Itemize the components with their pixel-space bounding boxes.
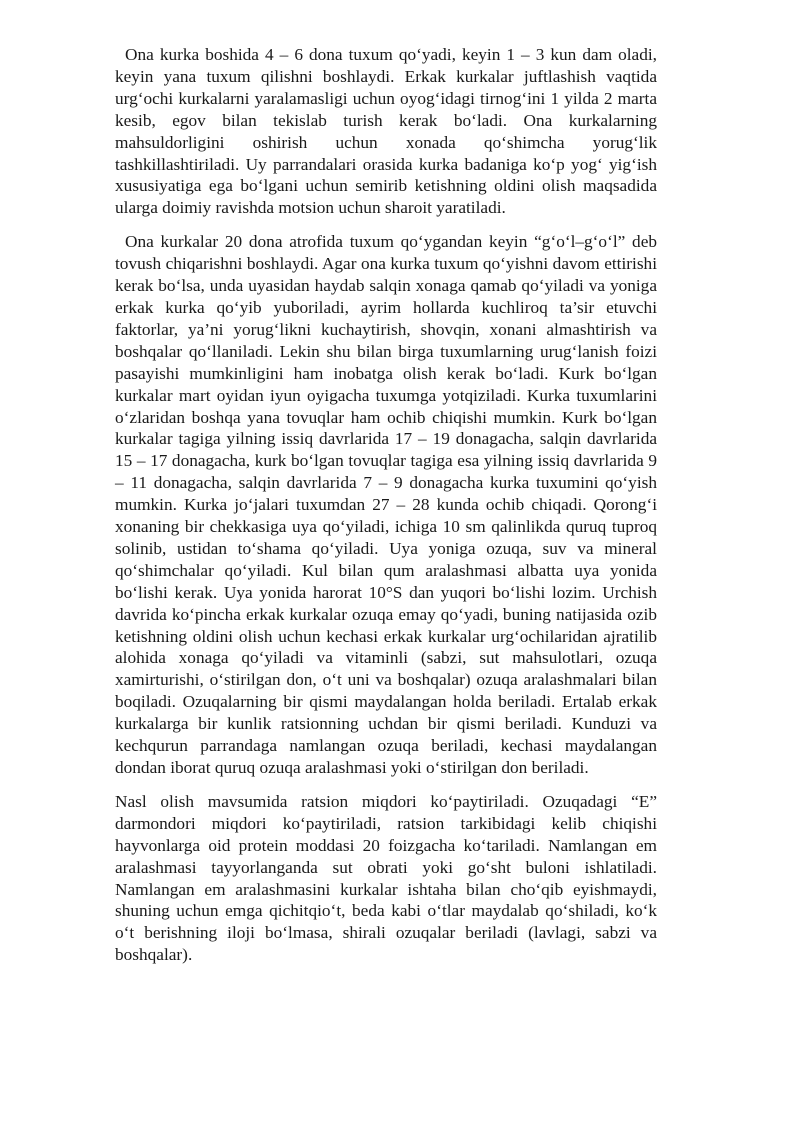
paragraph-2: Ona kurkalar 20 dona atrofida tuxum qo‘ygandan keyin “g‘o‘l–g‘o‘l” deb tovush chiqarishni boshlaydi. Agar ona kurka tuxum qo‘yishni davom ettirishi kerak bo‘lsa, unda uyasidan haydab salqin xonaga qamab qo‘yiladi va yoniga erkak kurka qo‘yib yuboriladi, ayrim hollarda kuchliroq ta’sir etuvchi faktorlar, ya’ni yorug‘likni kuchaytirish, shovqin, xonani almashtirish va boshqalar qo‘llaniladi. Lekin shu bilan birga tuxumlarning urug‘lanish foizi pasayishi mumkinligini ham inobatga olish kerak bo‘ladi. Kurk bo‘lgan kurkalar mart oyidan iyun oyigacha tuxumga yotqiziladi. Kurka tuxumlarini o‘zlaridan boshqa yana tovuqlar ham ochib chiqishi mumkin. Kurk bo‘lgan kurkalar tagiga yilning issiq davrlarida 17 – 19 donagacha, salqin davrlarida 15 – 17 donagacha, kurk bo‘lgan tovuqlar tagiga esa yilning issiq davrlarida 9 – 11 donagacha, salqin davrlarida 7 – 9 donagacha kurka tuxumini qo‘yish mumkin. Kurka jo‘jalari tuxumdan 27 – 28 kunda ochib chiqadi. Qorong‘i xonaning bir chekkasiga uya qo‘yiladi, ichiga 10 sm qalinlikda quruq tuproq solinib, ustidan to‘shama qo‘yiladi. Uya yoniga ozuqa, suv va mineral qo‘shimchalar qo‘yiladi. Kul bilan qum aralashmasi albatta uya yonida bo‘lishi kerak. Uya yonida harorat 10°S dan yuqori bo‘lishi lozim. Urchish davrida ko‘pincha erkak kurkalar ozuqa emay qo‘yadi, buning natijasida ozib ketishning oldini olish uchun kechasi erkak kurkalar urg‘ochilaridan ajratilib alohida xonaga qo‘yiladi va vitaminli (sabzi, sut mahsulotlari, ozuqa xamirturishi, o‘stirilgan don, o‘t uni va boshqalar) ozuqa aralashmalari bilan boqiladi. Ozuqalarning bir qismi maydalangan holda beriladi. Ertalab erkak kurkalarga bir kunlik ratsionning uchdan bir qismi beriladi. Kunduzi va kechqurun parrandaga namlangan ozuqa beriladi, kechasi maydalangan dondan iborat quruq ozuqa aralashmasi yoki o‘stirilgan don beriladi. — [115, 232, 657, 777]
paragraph-1: Ona kurka boshida 4 – 6 dona tuxum qo‘yadi, keyin 1 – 3 kun dam oladi, keyin yana tuxum qilishni boshlaydi. Erkak kurkalar juftlashish vaqtida urg‘ochi kurkalarni yaralamasligi uchun oyog‘idagi tirnog‘ini 1 yilda 2 marta kesib, egov bilan tekislab turish kerak bo‘ladi. Ona kurkalarning mahsuldorligini oshirish uchun xonada qo‘shimcha yorug‘lik tashkillashtiriladi. Uy parrandalari orasida kurka badaniga ko‘p yog‘ yig‘ish xususiyatiga ega bo‘lgani uchun semirib ketishning oldini olish maqsadida ularga doimiy ravishda motsion uchun sharoit yaratiladi. — [115, 45, 657, 218]
paragraph-3: Nasl olish mavsumida ratsion miqdori ko‘paytiriladi. Ozuqadagi “E” darmondori miqdori ko‘paytiriladi, ratsion tarkibidagi kelib chiqishi hayvonlarga oid protein moddasi 20 foizgacha ko‘tariladi. Namlangan em aralashmasi tayyorlanganda sut obrati yoki go‘sht buloni ishlatiladi. Namlangan em aralashmasini kurkalar ishtaha bilan cho‘qib eyishmaydi, shuning uchun emga qichitqio‘t, beda kabi o‘tlar maydalab qo‘shiladi, ko‘k o‘t berishning iloji bo‘lmasa, shirali ozuqalar beriladi (lavlagi, sabzi va boshqalar). — [115, 791, 657, 965]
document-page — [115, 44, 657, 978]
